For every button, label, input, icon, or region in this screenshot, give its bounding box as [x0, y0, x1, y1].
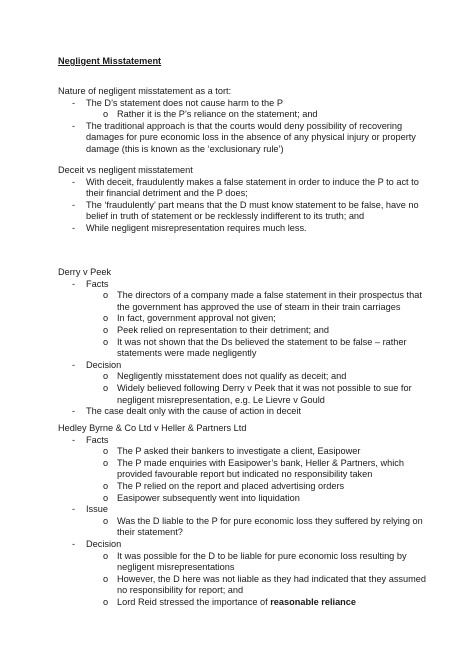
list-item-line: The D’s statement does not cause harm to the P	[86, 97, 283, 108]
circle-bullet-icon: o	[103, 457, 109, 468]
page-title: Negligent Misstatement	[58, 56, 162, 66]
circle-bullet-icon: o	[103, 481, 109, 491]
dash-bullet-icon: -	[72, 434, 76, 445]
list-item-line: While negligent misrepresentation requires much less.	[86, 223, 307, 233]
dash-bullet-icon: -	[72, 97, 76, 108]
list-item-line: belief in truth of statement or be recklessly indifferent to its truth; and	[86, 211, 365, 222]
list-item-line: negligent misrepresentations	[117, 562, 235, 573]
list-item-line: The traditional approach is that the courts would deny possibility of recovering	[86, 120, 403, 131]
circle-bullet-icon: o	[103, 383, 109, 393]
list-item-line: In fact, government approval not given;	[117, 313, 276, 324]
dash-bullet-icon: -	[72, 406, 76, 417]
circle-bullet-icon: o	[103, 290, 109, 301]
circle-bullet-icon: o	[103, 109, 109, 120]
section-heading: Deceit vs negligent misstatement	[58, 165, 193, 175]
list-item-line: Rather it is the P’s reliance on the statement; and	[117, 109, 318, 120]
list-item-line: The ‘fraudulently’ part means that the D must know statement to be false, have no	[86, 199, 419, 210]
dash-bullet-icon: -	[72, 120, 76, 131]
list-item-line: no responsibility for report; and	[117, 585, 244, 596]
list-item-text: Lord Reid stressed the importance of	[117, 597, 271, 607]
list-item-line: Decision	[86, 359, 122, 370]
list-item-line: Was the D liable to the P for pure economic loss they suffered by relying on	[117, 515, 423, 526]
list-item-line: It was possible for the D to be liable for pure economic loss resulting by	[117, 550, 407, 561]
circle-bullet-icon: o	[103, 515, 109, 526]
circle-bullet-icon: o	[103, 573, 109, 584]
list-item-line	[117, 597, 356, 608]
circle-bullet-icon: o	[103, 597, 109, 607]
list-item-line: With deceit, fraudulently makes a false statement in order to induce the P to act to	[86, 176, 419, 187]
list-item-line: Issue	[86, 504, 108, 515]
list-item-line: The directors of a company made a false statement in their prospectus that	[117, 290, 422, 301]
list-item-line: Negligently misstatement does not qualify as deceit; and	[117, 371, 347, 382]
emphasis-text: reasonable reliance	[270, 597, 357, 607]
circle-bullet-icon: o	[103, 550, 109, 561]
list-item-line: Widely believed following Derry v Peek that it was not possible to sue for	[117, 383, 412, 393]
list-item-line: The P relied on the report and placed advertising orders	[117, 481, 345, 491]
dash-bullet-icon: -	[72, 223, 76, 233]
list-item-line: Easipower subsequently went into liquidation	[117, 492, 300, 503]
section-heading: Hedley Byrne & Co Ltd v Heller & Partners Ltd	[58, 423, 247, 433]
list-item-line: The case dealt only with the cause of action in deceit	[86, 406, 302, 417]
list-item-line: the government has approved the use of steam in their train carriages	[117, 301, 401, 312]
list-item-line: Facts	[86, 434, 109, 445]
list-item-line: provided favourable report but indicated no responsibility taken	[117, 469, 373, 480]
dash-bullet-icon: -	[72, 504, 76, 515]
section-heading: Derry v Peek	[58, 267, 112, 277]
dash-bullet-icon: -	[72, 359, 76, 370]
list-item-line: their statement?	[117, 527, 183, 538]
list-item-line: statements were made negligently	[117, 348, 257, 359]
list-item-line: It was not shown that the Ds believed the statement to be false – rather	[117, 336, 407, 347]
circle-bullet-icon: o	[103, 371, 109, 382]
list-item-line: However, the D here was not liable as they had indicated that they assumed	[117, 573, 426, 584]
dash-bullet-icon: -	[72, 176, 76, 187]
list-item-line: Facts	[86, 278, 109, 289]
circle-bullet-icon: o	[103, 336, 109, 347]
circle-bullet-icon: o	[103, 313, 109, 324]
list-item-line: their financial detriment and the P does;	[86, 188, 248, 199]
dash-bullet-icon: -	[72, 278, 76, 289]
list-item-line: damages for pure economic loss in the absence of any physical injury or property	[86, 132, 416, 143]
list-item-line: damage (this is known as the ‘exclusionary rule’)	[86, 144, 284, 154]
dash-bullet-icon: -	[72, 199, 76, 210]
section-heading: Nature of negligent misstatement as a tort:	[58, 86, 232, 96]
circle-bullet-icon: o	[103, 492, 109, 503]
circle-bullet-icon: o	[103, 325, 109, 335]
list-item-line: Decision	[86, 539, 122, 549]
list-item-line: Peek relied on representation to their detriment; and	[117, 325, 329, 335]
list-item-line: negligent misrepresentation, e.g. Le Lievre v Gould	[117, 394, 325, 405]
dash-bullet-icon: -	[72, 539, 76, 549]
list-item-line: The P made enquiries with Easipower’s bank, Heller & Partners, which	[117, 457, 404, 468]
circle-bullet-icon: o	[103, 446, 109, 457]
list-item-line: The P asked their bankers to investigate a client, Easipower	[117, 446, 361, 457]
